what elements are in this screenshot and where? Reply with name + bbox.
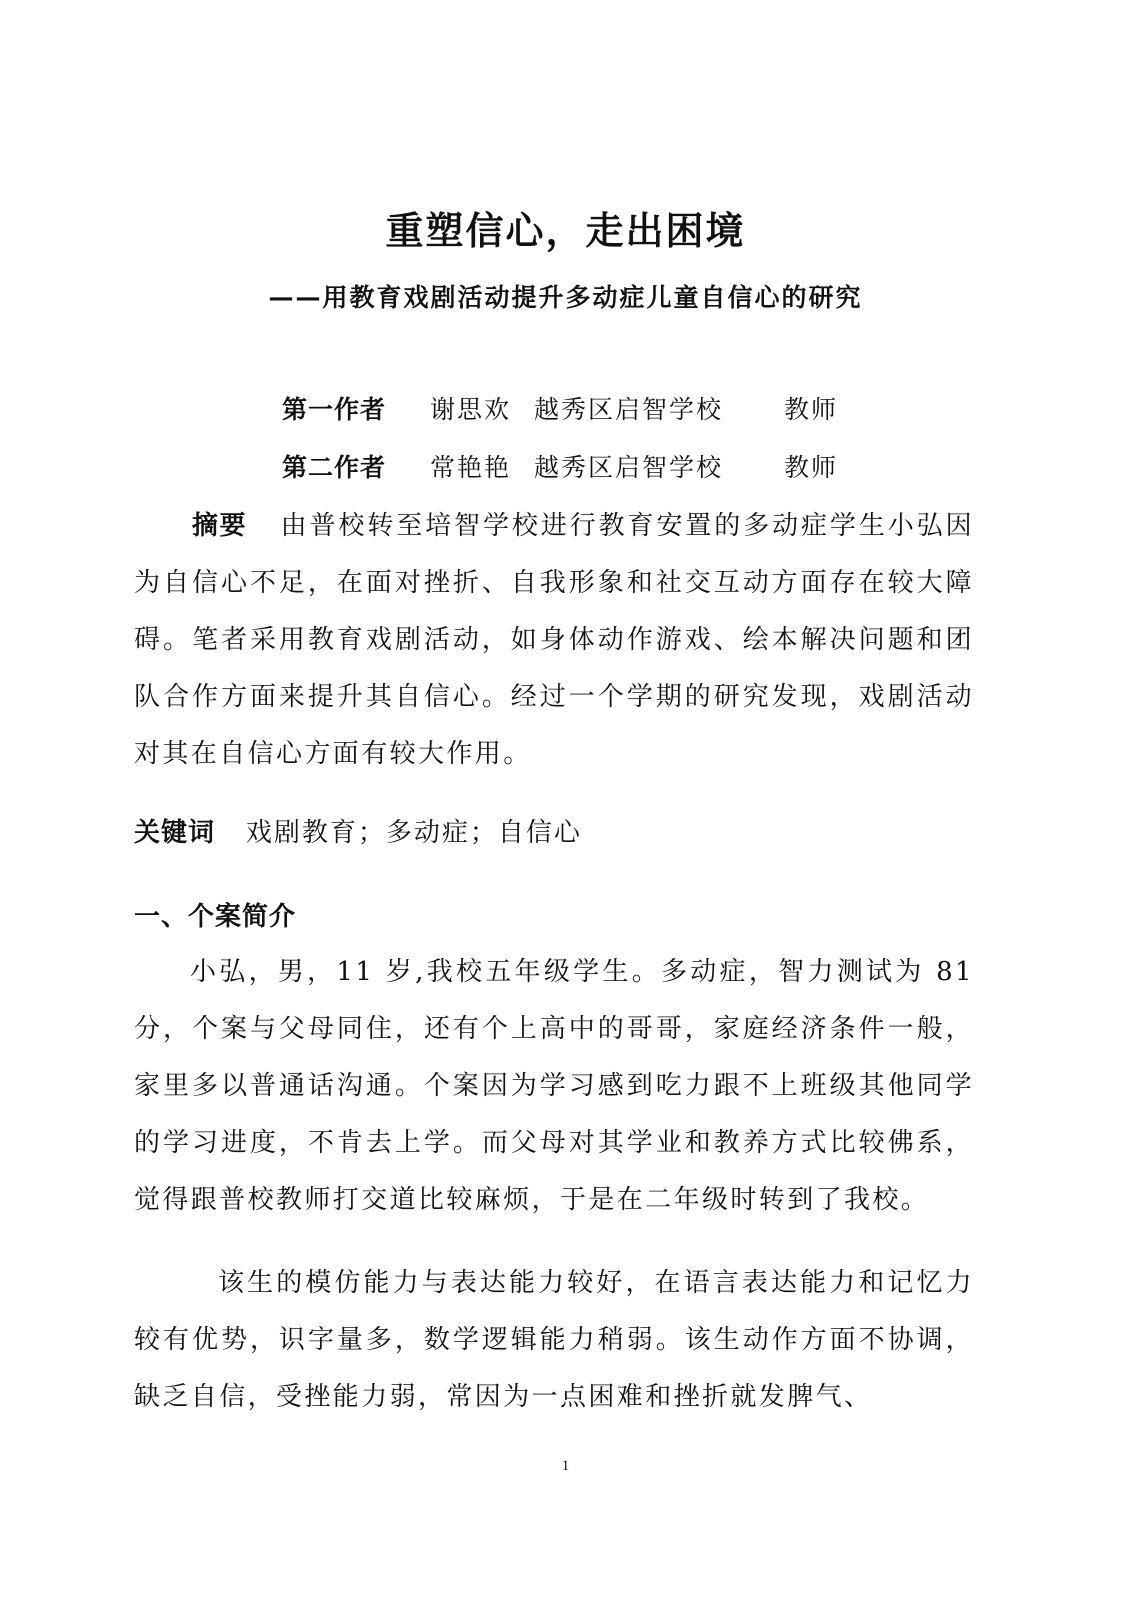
author-position: 教师 xyxy=(784,453,839,482)
author-role: 第二作者 xyxy=(282,453,387,482)
abstract-text: 由普校转至培智学校进行教育安置的多动症学生小弘因为自信心不足，在面对挫折、自我形象和社交互动方面存在较大障碍。笔者采用教育戏剧活动，如身体动作游戏、绘本解决问题和团队合作方面来提升其自信心。经过一个学期的研究发现，戏剧活动对其在自信心方面有较大作用。 xyxy=(134,511,974,769)
paper-subtitle: ——用教育戏剧活动提升多动症儿童自信心的研究 xyxy=(268,283,863,312)
section-paragraph-1: 小弘，男，11 岁,我校五年级学生。多动症，智力测试为 81 分，个案与父母同住，还有个上高中的哥哥，家庭经济条件一般，家里多以普通话沟通。个案因为学习感到吃力跟不上班级其他同学的学习进度，不肯去上学。而父母对其学业和教养方式比较佛系，觉得跟普校教师打交道比较麻烦，于是在二年级时转到了我校。 xyxy=(134,957,974,1215)
author-name: 谢思欢 xyxy=(430,395,512,424)
keywords-text: 戏剧教育；多动症；自信心 xyxy=(245,818,582,848)
paper-title: 重塑信心，走出困境 xyxy=(385,209,746,253)
abstract-label: 摘要 xyxy=(192,511,248,541)
author-school: 越秀区启智学校 xyxy=(534,453,724,482)
section-paragraph-2: 该生的模仿能力与表达能力较好，在语言表达能力和记忆力较有优势，识字量多，数学逻辑能力稍弱。该生动作方面不协调，缺乏自信，受挫能力弱，常因为一点困难和挫折就发脾气、 xyxy=(134,1268,974,1412)
abstract-paragraph xyxy=(134,498,974,783)
author-role: 第一作者 xyxy=(282,395,387,424)
keywords-line xyxy=(134,812,582,849)
keywords-label: 关键词 xyxy=(134,818,216,848)
section-heading: 一、个案简介 xyxy=(134,902,297,932)
author-row-second xyxy=(282,448,838,484)
author-position: 教师 xyxy=(784,395,839,424)
author-school: 越秀区启智学校 xyxy=(534,395,724,424)
author-name: 常艳艳 xyxy=(430,453,512,482)
author-row-first xyxy=(282,390,838,426)
page-number: 1 xyxy=(561,1458,570,1474)
